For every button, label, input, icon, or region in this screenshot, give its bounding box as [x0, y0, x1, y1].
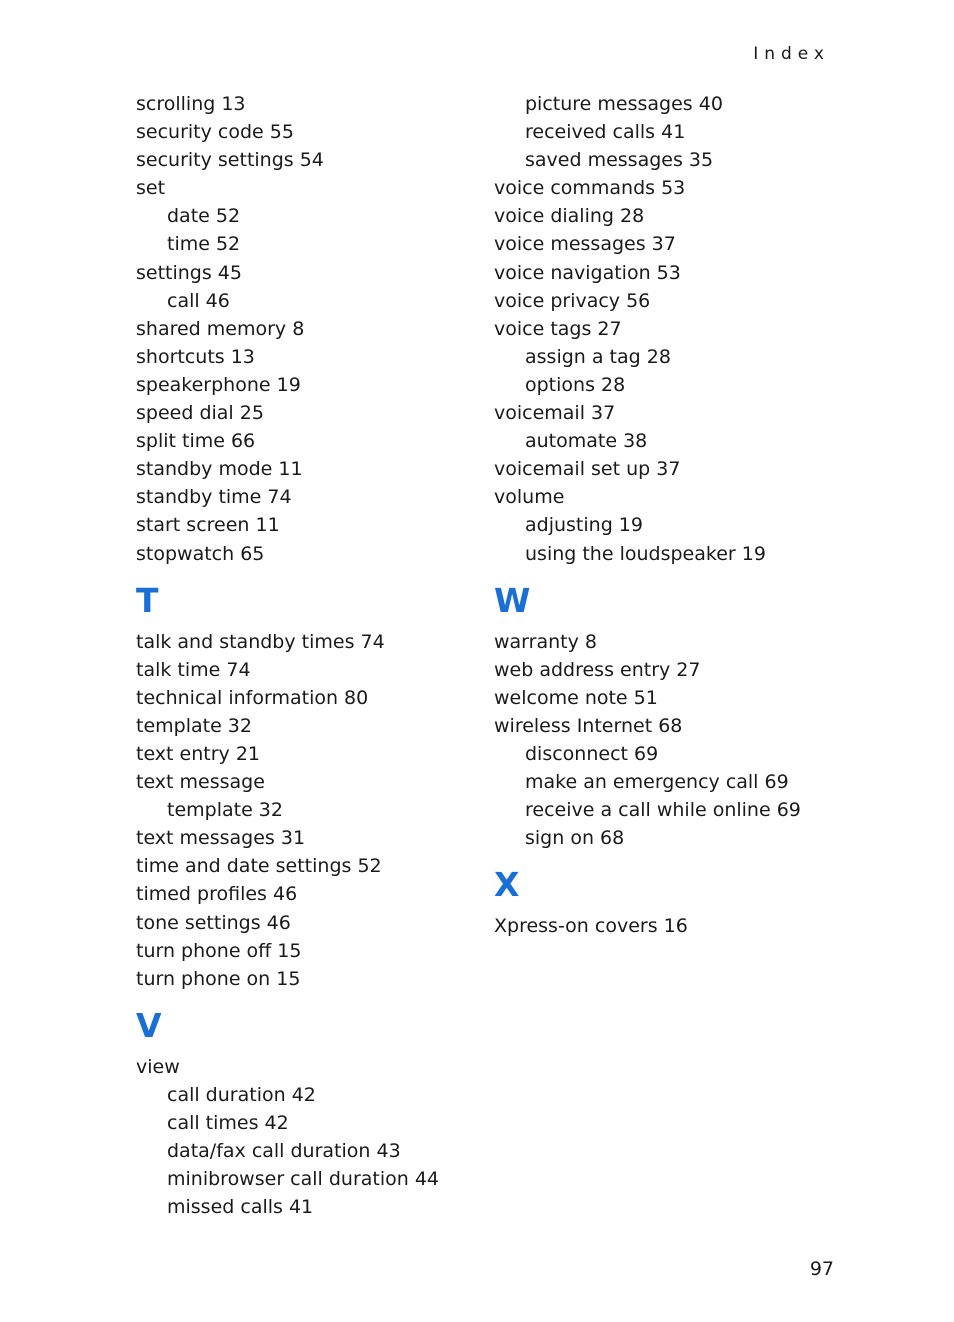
- index-subentry: date 52: [167, 205, 241, 228]
- index-entry: web address entry 27: [494, 658, 701, 681]
- index-entry: text message: [136, 771, 265, 794]
- index-subentry: time 52: [167, 233, 241, 256]
- index-entry: volume: [494, 486, 565, 509]
- index-entry: standby mode 11: [136, 458, 303, 481]
- index-entry: timed profiles 46: [136, 883, 298, 906]
- index-entry: voicemail set up 37: [494, 458, 681, 481]
- index-subentry: saved messages 35: [525, 149, 714, 172]
- index-subentry: sign on 68: [525, 827, 625, 850]
- index-subentry: using the loudspeaker 19: [525, 542, 766, 565]
- index-entry: voice navigation 53: [494, 261, 681, 284]
- index-entry: turn phone off 15: [136, 939, 302, 962]
- index-entry: shortcuts 13: [136, 345, 255, 368]
- index-column-left: [136, 90, 439, 1221]
- index-subentry: call duration 42: [167, 1083, 316, 1106]
- index-entry: voice dialing 28: [494, 205, 645, 228]
- index-entry: standby time 74: [136, 486, 292, 509]
- index-entry: warranty 8: [494, 630, 597, 653]
- index-entry: speed dial 25: [136, 402, 264, 425]
- index-subentry: disconnect 69: [525, 742, 659, 765]
- index-entry: start screen 11: [136, 514, 280, 537]
- index-entry: settings 45: [136, 261, 242, 284]
- index-entry: voice messages 37: [494, 233, 676, 256]
- index-entry: speakerphone 19: [136, 373, 301, 396]
- index-entry: turn phone on 15: [136, 967, 301, 990]
- index-entry: split time 66: [136, 430, 256, 453]
- index-subentry: minibrowser call duration 44: [167, 1168, 440, 1191]
- index-subentry: assign a tag 28: [525, 345, 671, 368]
- index-entry: security settings 54: [136, 149, 324, 172]
- index-entry: text messages 31: [136, 827, 306, 850]
- index-entry: view: [136, 1055, 180, 1078]
- index-entry: voice privacy 56: [494, 289, 651, 312]
- index-subentry: make an emergency call 69: [525, 771, 789, 794]
- index-entry: tone settings 46: [136, 911, 291, 934]
- section-letter: T: [136, 580, 159, 620]
- index-entry: set: [136, 177, 166, 200]
- index-entry: technical information 80: [136, 686, 369, 709]
- index-subentry: missed calls 41: [167, 1196, 314, 1219]
- index-entry: text entry 21: [136, 742, 260, 765]
- index-subentry: data/fax call duration 43: [167, 1140, 401, 1163]
- index-entry: scrolling 13: [136, 93, 246, 115]
- index-entry: wireless Internet 68: [494, 714, 683, 737]
- index-entry: welcome note 51: [494, 686, 658, 709]
- index-entry: talk and standby times 74: [136, 630, 385, 653]
- index-subentry: receive a call while online 69: [525, 799, 801, 822]
- index-entry: time and date settings 52: [136, 855, 382, 878]
- index-entry: template 32: [136, 714, 252, 737]
- index-entry: voice tags 27: [494, 317, 622, 340]
- index-entry: shared memory 8: [136, 317, 305, 340]
- index-entry: voicemail 37: [494, 402, 616, 425]
- index-subentry: template 32: [167, 799, 283, 822]
- index-subentry: call times 42: [167, 1112, 289, 1134]
- index-entry: security code 55: [136, 121, 294, 144]
- section-letter: X: [494, 865, 520, 905]
- running-header: Index: [753, 44, 830, 64]
- index-subentry: picture messages 40: [525, 93, 723, 115]
- index-entry: Xpress-on covers 16: [494, 915, 688, 938]
- index-subentry: options 28: [525, 373, 626, 396]
- index-subentry: call 46: [167, 289, 230, 312]
- index-entry: talk time 74: [136, 658, 251, 681]
- section-letter: V: [136, 1005, 162, 1045]
- index-subentry: adjusting 19: [525, 514, 643, 537]
- page-number: 97: [809, 1258, 834, 1280]
- section-letter: W: [494, 580, 531, 620]
- index-entry: stopwatch 65: [136, 542, 265, 565]
- index-subentry: automate 38: [525, 430, 648, 453]
- index-column-right: [494, 90, 801, 940]
- index-subentry: received calls 41: [525, 121, 686, 144]
- index-entry: voice commands 53: [494, 177, 686, 200]
